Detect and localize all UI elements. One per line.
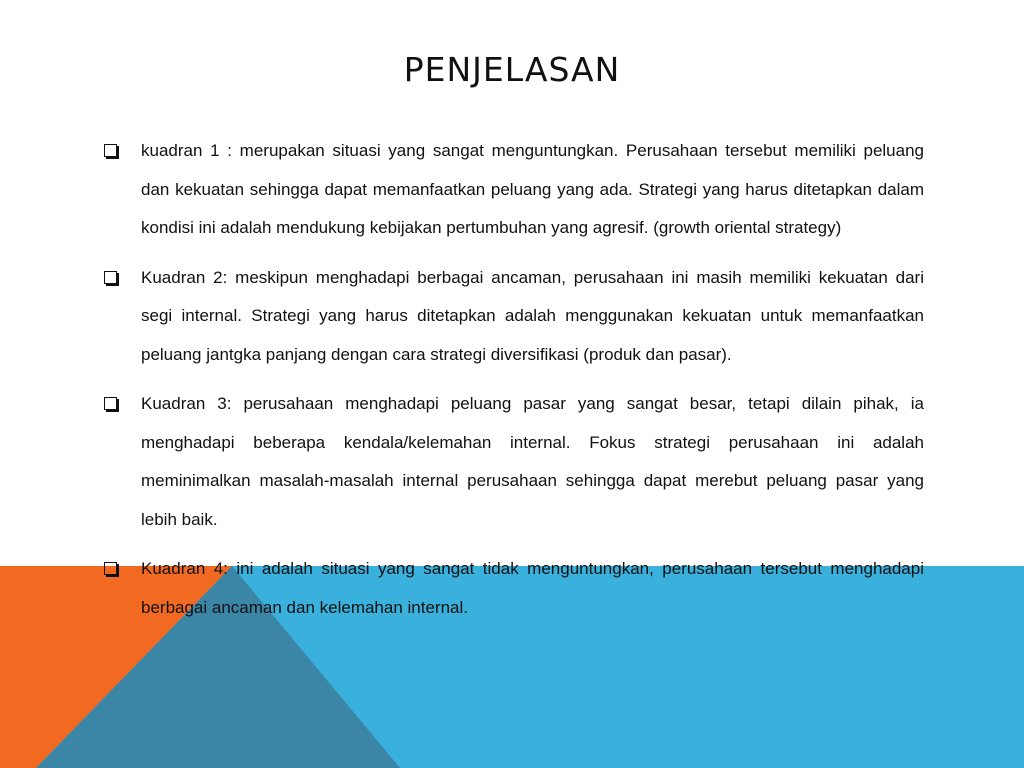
checkbox-bullet-icon: [104, 397, 117, 410]
slide-title: PENJELASAN: [403, 50, 621, 89]
bullet-item-kuadran-4: [102, 550, 924, 627]
bullet-text: Kuadran 3: perusahaan menghadapi peluang pasar yang sangat besar, tetapi dilain pihak, ia menghadapi beberapa kendala/kelemahan internal. Fokus strategi perusahaan ini adalah meminimalkan masalah-masalah internal perusahaan sehingga dapat merebut peluang pasar yang lebih baik.: [141, 394, 924, 529]
bullet-text: kuadran 1 : merupakan situasi yang sangat menguntungkan. Perusahaan tersebut memiliki peluang dan kekuatan sehingga dapat memanfaatkan peluang yang ada. Strategi yang harus ditetapkan dalam kondisi ini adalah mendukung kebijakan pertumbuhan yang agresif. (growth oriental strategy): [141, 141, 924, 237]
bullet-item-kuadran-2: [102, 259, 924, 375]
bullet-item-kuadran-3: [102, 385, 924, 539]
checkbox-bullet-icon: [104, 271, 117, 284]
bullet-text: Kuadran 4: ini adalah situasi yang sangat tidak menguntungkan, perusahaan tersebut menghadapi berbagai ancaman dan kelemahan internal.: [141, 559, 924, 617]
bullet-item-kuadran-1: [102, 132, 924, 248]
bullet-text: Kuadran 2: meskipun menghadapi berbagai ancaman, perusahaan ini masih memiliki kekuatan dari segi internal. Strategi yang harus ditetapkan adalah menggunakan kekuatan untuk memanfaatkan peluang jantgka panjang dengan cara strategi diversifikasi (produk dan pasar).: [141, 267, 924, 364]
checkbox-bullet-icon: [104, 562, 117, 575]
bullet-list: [102, 132, 924, 638]
checkbox-bullet-icon: [104, 144, 117, 157]
